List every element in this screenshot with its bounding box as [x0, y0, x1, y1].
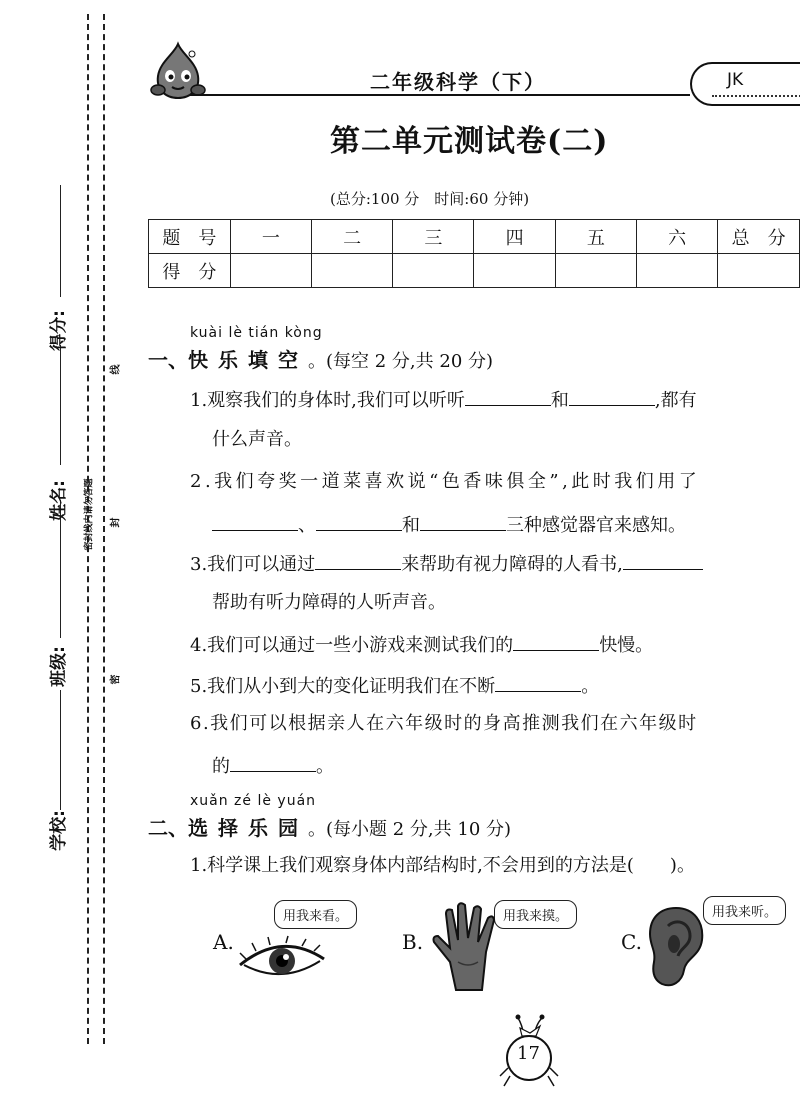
class-label: 班级:	[48, 646, 69, 687]
edition-label: JK	[727, 70, 744, 90]
name-line	[60, 345, 61, 465]
section2-pinyin: xuǎn zé lè yuán	[190, 793, 317, 809]
q1-2-line1: 2.我们夸奖一道菜喜欢说“色香味俱全”,此时我们用了	[190, 471, 701, 492]
exam-title: 第二单元测试卷(二)	[330, 124, 609, 159]
score-input-cell[interactable]	[311, 254, 392, 288]
binding-mark-line: 线	[110, 364, 122, 375]
section2-suffix: 。(每小题 2 分,共 10 分)	[308, 819, 512, 840]
table-cell: 四	[474, 220, 555, 254]
score-input-cell[interactable]	[555, 254, 636, 288]
score-input-cell[interactable]	[474, 254, 555, 288]
score-input-cell[interactable]	[636, 254, 717, 288]
score-line	[60, 185, 61, 297]
answer-blank[interactable]	[316, 512, 402, 531]
section2-number: 二、	[148, 816, 188, 840]
q1-1-line1: 1.观察我们的身体时,我们可以听听 和 ,都有	[190, 387, 697, 412]
q1-2-line2: 、 和 三种感觉器官来感知。	[212, 512, 686, 537]
eye-icon[interactable]	[236, 935, 328, 983]
score-input-cell[interactable]	[718, 254, 800, 288]
section1-heading	[148, 344, 493, 373]
section1-suffix: 。(每空 2 分,共 20 分)	[308, 351, 494, 372]
table-cell: 得 分	[149, 254, 231, 288]
section2-heading	[148, 812, 511, 841]
binding-mark-seal: 密	[110, 674, 122, 685]
table-cell: 题 号	[149, 220, 231, 254]
answer-blank[interactable]	[465, 387, 551, 406]
q1-3-line2: 帮助有听力障碍的人听声音。	[212, 592, 446, 613]
name-label: 姓名:	[48, 480, 69, 521]
answer-blank[interactable]	[212, 512, 298, 531]
school-line	[60, 690, 61, 810]
hand-icon[interactable]	[428, 902, 508, 992]
section1-pinyin: kuài lè tián kòng	[190, 325, 323, 341]
score-table-score-row	[149, 254, 800, 288]
section2-title: 选择乐园	[188, 816, 308, 840]
table-cell: 五	[555, 220, 636, 254]
table-cell: 六	[636, 220, 717, 254]
answer-blank[interactable]	[623, 551, 703, 570]
score-label: 得分:	[48, 310, 69, 351]
table-cell: 二	[311, 220, 392, 254]
answer-blank[interactable]	[513, 632, 599, 651]
school-label: 学校:	[48, 810, 69, 851]
page-number: 17	[517, 1043, 540, 1064]
exam-info: (总分:100 分 时间:60 分钟)	[330, 190, 530, 208]
q1-6-line2: 的 。	[212, 753, 334, 778]
score-input-cell[interactable]	[393, 254, 474, 288]
answer-blank[interactable]	[495, 673, 581, 692]
option-c-letter[interactable]: C.	[621, 930, 642, 954]
option-a-bubble: 用我来看。	[274, 900, 357, 929]
answer-blank[interactable]	[420, 512, 506, 531]
section1-title: 快乐填空	[188, 348, 308, 372]
q1-5: 5.我们从小到大的变化证明我们在不断 。	[190, 673, 599, 698]
answer-blank[interactable]	[315, 551, 401, 570]
binding-notice: 密封线内请勿答题	[84, 478, 95, 551]
answer-blank[interactable]	[230, 753, 316, 772]
q1-4: 4.我们可以通过一些小游戏来测试我们的 快慢。	[190, 632, 653, 657]
q2-1: 1.科学课上我们观察身体内部结构时,不会用到的方法是( )。	[190, 855, 695, 876]
option-b-bubble: 用我来摸。	[494, 900, 577, 929]
table-cell: 总 分	[718, 220, 800, 254]
score-input-cell[interactable]	[230, 254, 311, 288]
q1-6-line1: 6.我们可以根据亲人在六年级时的身高推测我们在六年级时	[190, 713, 698, 734]
score-table	[148, 219, 800, 288]
q1-1-line2: 什么声音。	[212, 429, 302, 450]
option-c-bubble: 用我来听。	[703, 896, 786, 925]
score-table-header-row	[149, 220, 800, 254]
option-b-letter[interactable]: B.	[402, 930, 424, 954]
edition-tag	[690, 62, 800, 106]
option-a-letter[interactable]: A.	[213, 930, 234, 954]
grade-title: 二年级科学（下）	[370, 70, 546, 94]
q1-3-line1: 3.我们可以通过 来帮助有视力障碍的人看书,	[190, 551, 703, 576]
section1-number: 一、	[148, 348, 188, 372]
binding-mark-feng: 封	[110, 517, 122, 528]
table-cell: 三	[393, 220, 474, 254]
answer-blank[interactable]	[569, 387, 655, 406]
binding-dash-line-inner	[103, 14, 105, 1044]
header-rule	[190, 94, 690, 96]
table-cell: 一	[230, 220, 311, 254]
edition-dots	[712, 95, 800, 97]
ear-icon[interactable]	[646, 906, 706, 988]
